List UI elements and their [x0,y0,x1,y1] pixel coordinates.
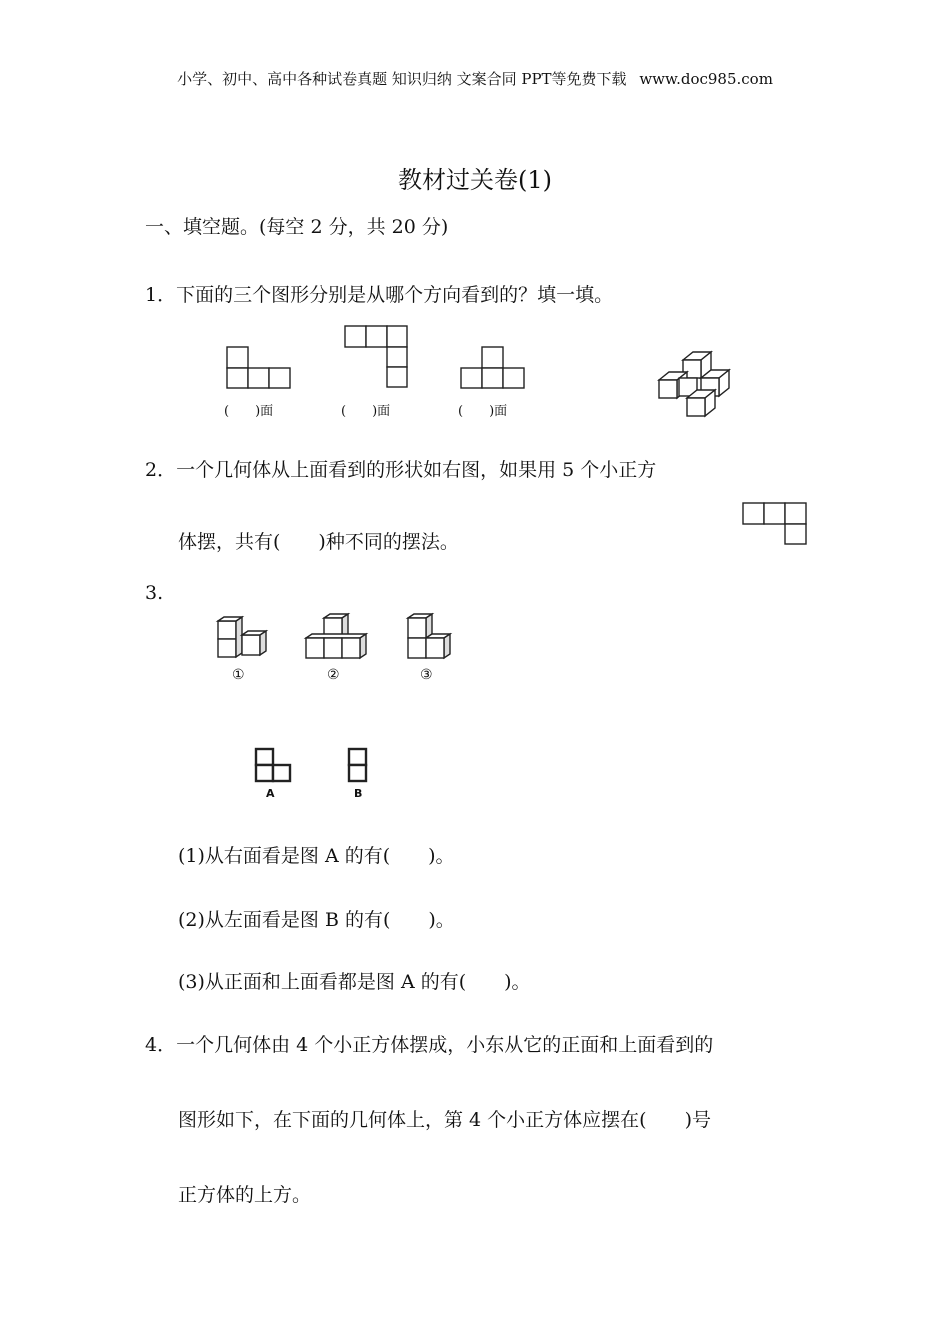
question-1-text: 1．下面的三个图形分别是从哪个方向看到的？填一填。 [145,284,614,306]
q3-label-2: ② [327,667,340,683]
question-2-line-1: 2．一个几何体从上面看到的形状如右图，如果用 5 个小正方 [145,459,657,481]
q3-view-B-figure [348,748,370,784]
header-url[interactable]: www.doc985.com [639,70,773,88]
q3-view-A-figure [255,748,295,784]
q3-label-1: ① [232,667,245,683]
q3-solid-1 [214,615,274,665]
question-2-line-2: 体摆，共有( )种不同的摆法。 [178,531,459,553]
q3-label-3: ③ [420,667,433,683]
question-3-sub-1: (1)从右面看是图 A 的有( )。 [178,845,455,867]
q3-solid-3 [404,612,459,662]
question-3-sub-2: (2)从左面看是图 B 的有( )。 [178,909,455,931]
section-heading: 一、填空题。(每空 2 分，共 20 分) [145,216,449,238]
question-3-number: 3. [145,582,164,604]
question-4-line-3: 正方体的上方。 [178,1184,312,1206]
q3-solid-2 [302,612,372,662]
question-4-line-1: 4．一个几何体由 4 个小正方体摆成，小东从它的正面和上面看到的 [145,1034,714,1056]
question-3-sub-3: (3)从正面和上面看都是图 A 的有( )。 [178,971,531,993]
question-4-line-2: 图形如下，在下面的几何体上，第 4 个小正方体应摆在( )号 [178,1109,711,1131]
q1-caption-2: ( )面 [341,404,391,419]
q1-3d-solid-figure [655,350,735,420]
q1-caption-1: ( )面 [224,404,274,419]
page-title: 教材过关卷(1) [398,166,552,194]
page-header [0,68,950,89]
q1-caption-3: ( )面 [458,404,508,419]
q3-letter-B: B [354,787,363,800]
q3-letter-A: A [266,787,275,800]
q2-top-view-figure [742,502,812,547]
header-left-text: 小学、初中、高中各种试卷真题 知识归纳 文案合同 PPT等免费下载 [177,70,627,88]
q1-view-figure-1 [225,345,295,390]
q1-view-figure-2 [344,325,414,390]
q1-view-figure-3 [461,345,531,390]
